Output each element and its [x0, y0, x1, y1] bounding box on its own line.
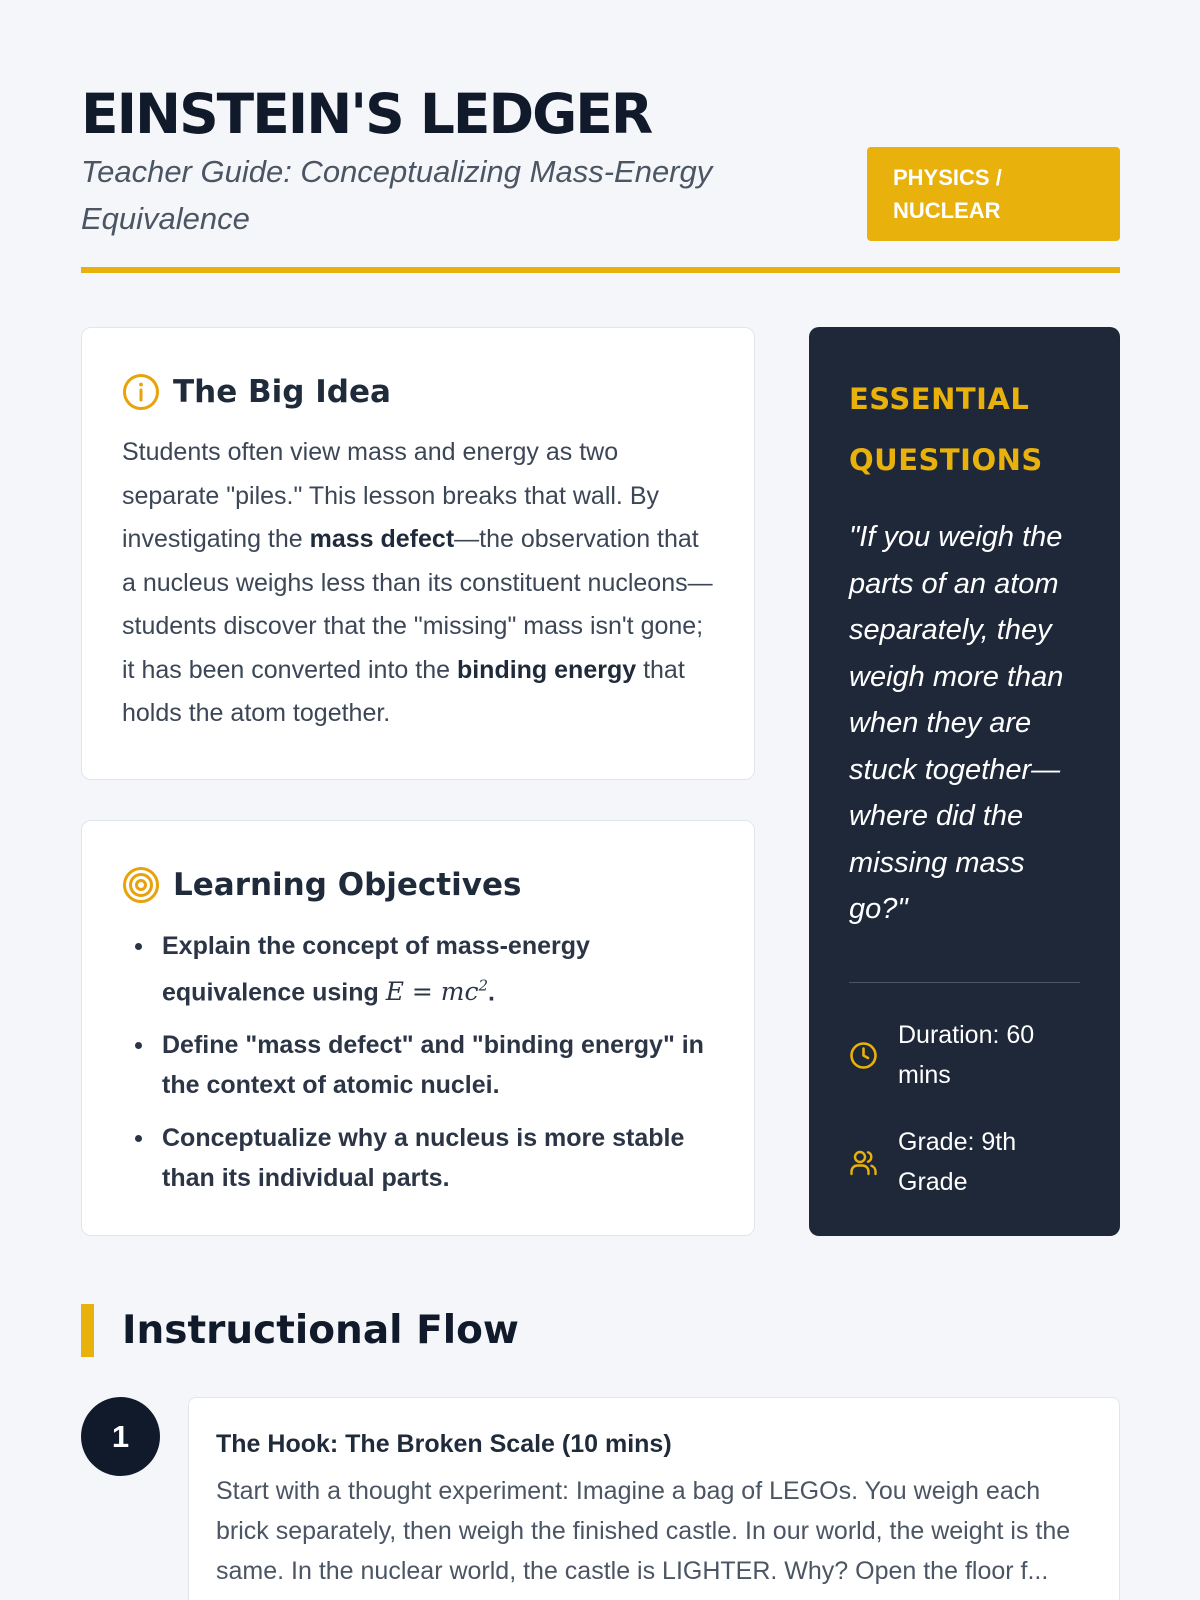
big-idea-card	[81, 327, 755, 780]
instructional-flow-header	[81, 1304, 519, 1357]
big-idea-header	[122, 373, 714, 411]
objectives-list	[122, 926, 714, 1198]
big-idea-heading: The Big Idea	[173, 374, 391, 410]
info-icon	[122, 373, 160, 411]
page-title: EINSTEIN'S LEDGER	[81, 82, 652, 146]
big-idea-text	[122, 431, 714, 736]
objectives-heading: Learning Objectives	[173, 867, 522, 903]
objectives-header	[122, 866, 714, 904]
subject-tag: PHYSICS / NUCLEAR	[867, 147, 1120, 241]
objective-item	[122, 926, 714, 1012]
step-card	[188, 1397, 1120, 1600]
clock-icon	[849, 1041, 878, 1070]
big-idea-text-part: —the observation that a nucleus weighs less than its constituent nucleons—students discover that the "missing" mass isn't gone; it has been converted into the	[122, 525, 713, 684]
instructional-flow-heading: Instructional Flow	[122, 1308, 519, 1353]
mass-defect-term: mass defect	[309, 525, 455, 553]
learning-objectives-card	[81, 820, 755, 1236]
essential-questions-panel	[809, 327, 1120, 1236]
equation-exponent: 2	[478, 977, 489, 995]
users-icon	[849, 1148, 878, 1177]
big-idea-text-part: Students often view mass and energy as two separate "piles." This lesson breaks that wall. By investigating the	[122, 438, 659, 553]
duration-info	[849, 1015, 1080, 1095]
step-text: Start with a thought experiment: Imagine a bag of LEGOs. You weigh each brick separately, then weigh the finished castle. In our world, the weight is the same. In the nuclear world, the castle is LIGHTER. Why? Open the floor f...	[216, 1477, 1071, 1585]
essential-questions-heading: ESSENTIAL QUESTIONS	[849, 382, 1043, 477]
essential-question-quote: "If you weigh the parts of an atom separately, they weigh more than when they are stuck together—where did the missing mass go?"	[849, 521, 1064, 925]
big-idea-text-part: that holds the atom together.	[122, 655, 685, 727]
objective-item: Conceptualize why a nucleus is more stable than its individual parts.	[122, 1118, 714, 1198]
step-title: The Hook: The Broken Scale (10 mins)	[216, 1430, 672, 1458]
grade-info	[849, 1122, 1080, 1202]
teacher-guide-page	[81, 0, 1120, 1585]
target-icon	[122, 866, 160, 904]
duration-text: Duration: 60 mins	[898, 1021, 1035, 1089]
binding-energy-term: binding energy	[456, 655, 637, 684]
objective-text-end: .	[488, 978, 495, 1007]
section-accent-bar	[81, 1304, 94, 1357]
step-number-badge: 1	[81, 1397, 160, 1476]
header-divider	[81, 267, 1120, 273]
panel-divider	[849, 982, 1080, 983]
equation-base: E = mc	[385, 977, 479, 1007]
equation	[386, 977, 488, 1006]
objective-text: Explain the concept of mass-energy equivalence using	[162, 932, 590, 1007]
grade-text: Grade: 9th Grade	[898, 1128, 1017, 1196]
page-subtitle: Teacher Guide: Conceptualizing Mass-Energy Equivalence	[81, 154, 713, 236]
page-header	[81, 0, 1120, 274]
objective-item: Define "mass defect" and "binding energy" in the context of atomic nuclei.	[122, 1025, 714, 1105]
